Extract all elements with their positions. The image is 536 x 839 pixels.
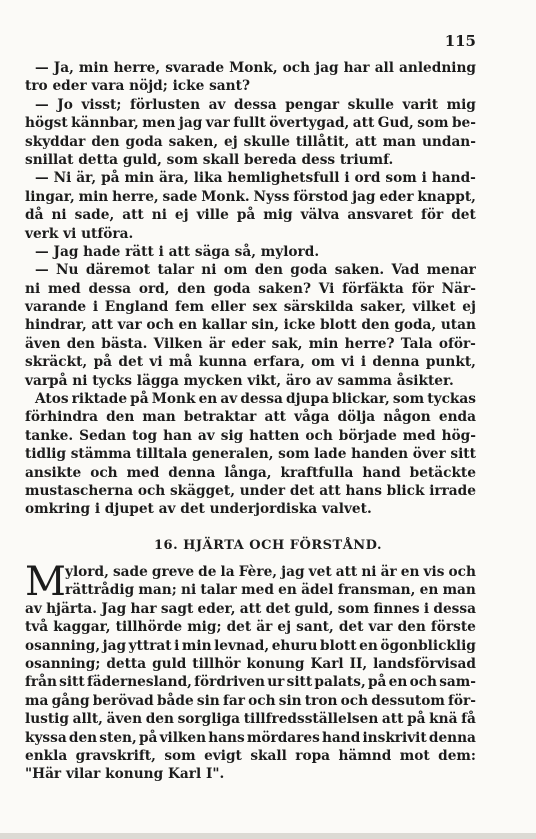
text-line: verk vi utföra. <box>25 225 134 242</box>
text-line: enkla gravskrift, som evigt skall ropa hämnd mot dem: <box>25 747 476 764</box>
body-text <box>25 59 476 519</box>
text-line: — Ja, min herre, svarade Monk, och jag har all anledning <box>35 60 476 76</box>
text-line: från sitt fädernesland, fördriven ur sitt palats, på en och sam- <box>25 674 476 691</box>
text-line: två kaggar, tillhörde mig; det är ej sant, det var den förste <box>25 619 476 636</box>
text-line: — Ni är, på min ära, lika hemlighetsfull i ord som i hand- <box>35 170 476 187</box>
drop-cap: M <box>25 559 66 605</box>
text-line: omkring i djupet av det underjordiska valvet. <box>25 501 372 518</box>
text-line: lingar, min herre, sade Monk. Nyss förstod jag eder knappt, <box>25 188 476 205</box>
text-line: osanning, jag yttrat i min levnad, ehuru blott en ögonblicklig <box>25 637 476 654</box>
text-line: skräckt, på det vi må kunna erfara, om vi i denna punkt, <box>25 354 476 371</box>
text-line: varande i England fem eller sex särskilda saker, vilket ej <box>25 299 476 316</box>
text-line: ansikte och med denna långa, kraftfulla hand betäckte <box>25 464 476 481</box>
text-line: hindrar, att var och en kallar sin, icke blott den goda, utan <box>25 317 476 334</box>
text-line: tanke. Sedan tog han av sig hatten och började med hög- <box>25 427 476 444</box>
text-line: — Jo visst; förlusten av dessa pengar skulle varit mig <box>35 96 476 113</box>
text-line: snillat detta guld, som skall bereda dess triumf. <box>25 151 394 168</box>
scan-edge <box>0 833 536 839</box>
text-line: Atos riktade på Monk en av dessa djupa blickar, som tyckas <box>35 391 476 408</box>
text-line: — Jag hade rätt i att säga så, mylord. <box>35 243 320 260</box>
chapter-text <box>25 559 476 784</box>
text-line: tro eder vara nöjd; icke sant? <box>25 78 250 95</box>
text-line: högst kännbar, men jag var fullt övertygad, att Gud, som be- <box>25 115 476 132</box>
text-line: förhindra den man betraktar att våga dölja någon enda <box>25 409 476 426</box>
chapter-heading: 16. HJÄRTA OCH FÖRSTÅND. <box>153 538 383 553</box>
text-line: "Här vilar konung Karl I". <box>25 766 225 783</box>
text-line: osanning; detta guld tillhör konung Karl II, landsförvisad <box>25 655 476 672</box>
text-line: kyssa den sten, på vilken hans mördares hand inskrivit denna <box>25 729 476 746</box>
text-line: då ni sade, att ni ej ville på mig välva ansvaret för det <box>25 207 476 224</box>
text-line: — Nu däremot talar ni om den goda saken. Vad menar <box>35 262 476 279</box>
text-line: lustig allt, även den sorgliga tillfredsställelsen att på knä få <box>25 711 476 728</box>
text-line: mustascherna och skägget, under det att hans blick irrade <box>25 482 476 499</box>
text-line: varpå ni tycks lägga mycken vikt, äro av samma åsikter. <box>25 372 454 389</box>
text-line: skyddar den goda saken, ej skulle tillåtit, att man undan- <box>25 133 476 150</box>
page-number: 115 <box>444 32 476 50</box>
text-line: ylord, sade greve de la Fère, jag vet att ni är en vis och <box>65 564 476 580</box>
text-line: tidlig stämma tilltala generalen, som lade handen över sitt <box>25 446 476 463</box>
text-line: rättrådig man; ni talar med en ädel fransman, en man <box>65 582 476 599</box>
text-line: ma gång berövad både sin far och sin tron och dessutom för- <box>25 692 476 709</box>
text-line: även den bästa. Vilken är eder sak, min herre? Tala oför- <box>25 335 476 352</box>
text-line: ni med dessa ord, den goda saken? Vi förfäkta för När- <box>25 280 476 297</box>
text-line: av hjärta. Jag har sagt eder, att det guld, som finnes i dessa <box>25 600 476 617</box>
